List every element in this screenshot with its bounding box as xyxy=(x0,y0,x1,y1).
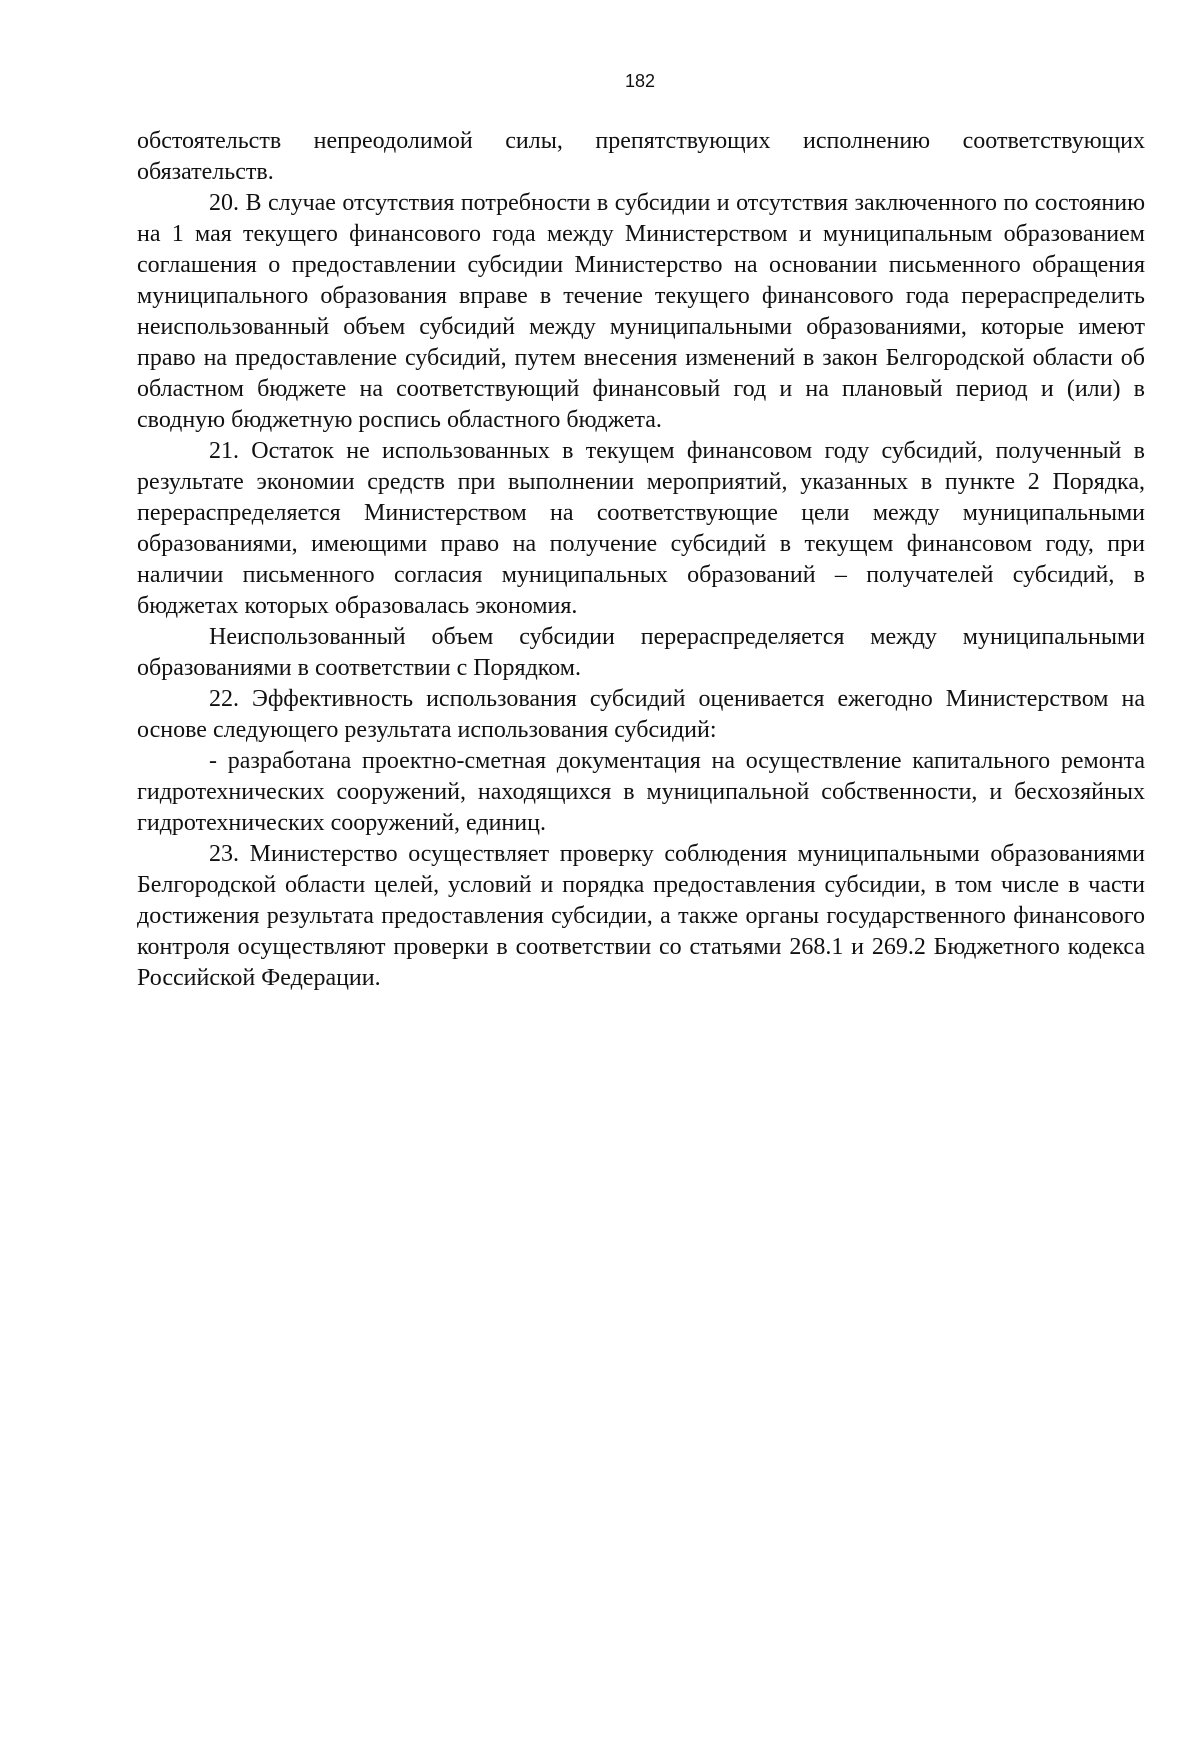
paragraph-21-continued: Неиспользованный объем субсидии перераспределяется между муниципальными образованиями в соответствии с Порядком. xyxy=(137,624,1145,681)
page-number: 182 xyxy=(624,71,656,91)
paragraph-continued: обстоятельств непреодолимой силы, препятствующих исполнению соответствующих обязательств. xyxy=(137,128,1145,185)
paragraph-22-list-item: - разработана проектно-сметная документация на осуществление капитального ремонта гидротехнических сооружений, находящихся в муниципальной собственности, и бесхозяйных гидротехнических сооружений, единиц. xyxy=(137,748,1145,836)
paragraph-22: 22. Эффективность использования субсидий оценивается ежегодно Министерством на основе следующего результата использования субсидий: xyxy=(137,686,1145,743)
document-body xyxy=(137,126,1145,994)
paragraph-21: 21. Остаток не использованных в текущем финансовом году субсидий, полученный в результате экономии средств при выполнении мероприятий, указанных в пункте 2 Порядка, перераспределяется Министерством на соответствующие цели между муниципальными образованиями, имеющими право на получение субсидий в текущем финансовом году, при наличии письменного согласия муниципальных образований – получателей субсидий, в бюджетах которых образовалась экономия. xyxy=(137,438,1145,619)
paragraph-20: 20. В случае отсутствия потребности в субсидии и отсутствия заключенного по состоянию на 1 мая текущего финансового года между Министерством и муниципальным образованием соглашения о предоставлении субсидии Министерство на основании письменного обращения муниципального образования вправе в течение текущего финансового года перераспределить неиспользованный объем субсидий между муниципальными образованиями, которые имеют право на предоставление субсидий, путем внесения изменений в закон Белгородской области об областном бюджете на соответствующий финансовый год и на плановый период и (или) в сводную бюджетную роспись областного бюджета. xyxy=(137,190,1145,433)
paragraph-23: 23. Министерство осуществляет проверку соблюдения муниципальными образованиями Белгородской области целей, условий и порядка предоставления субсидии, в том числе в части достижения результата предоставления субсидии, а также органы государственного финансового контроля осуществляют проверки в соответствии со статьями 268.1 и 269.2 Бюджетного кодекса Российской Федерации. xyxy=(137,841,1145,991)
